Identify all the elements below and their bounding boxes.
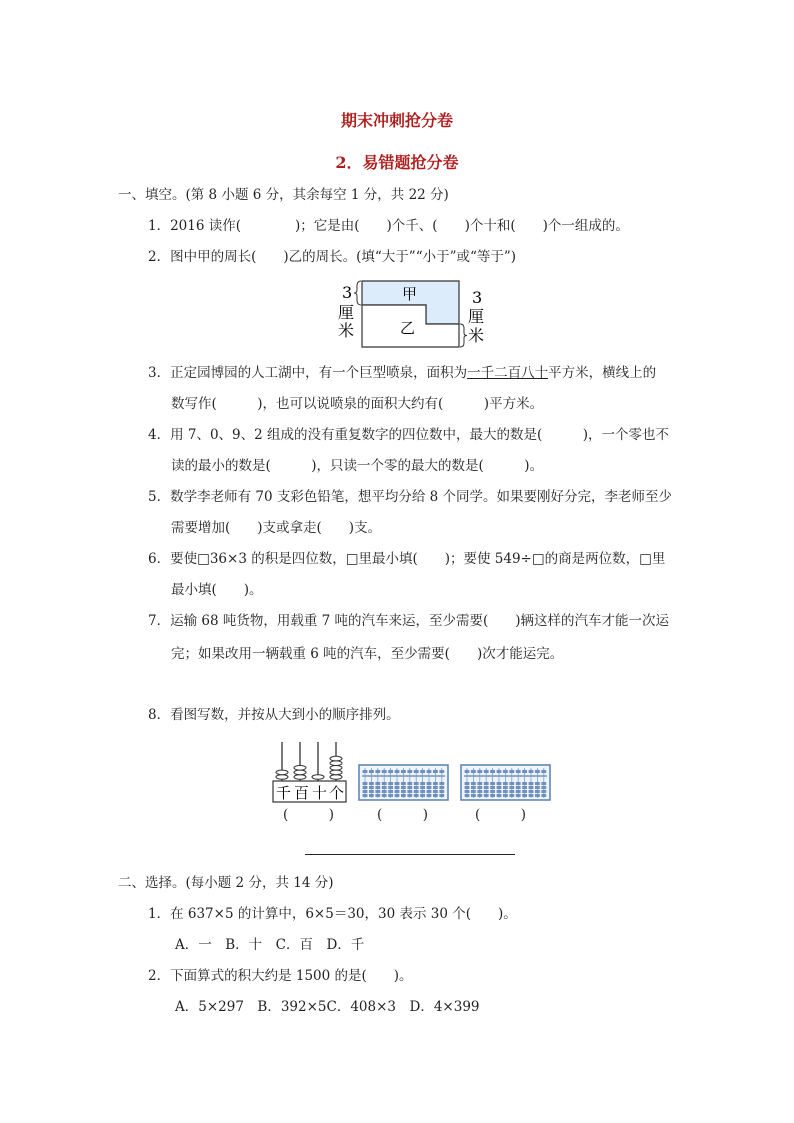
right-length-unit-1: 厘: [468, 307, 485, 326]
left-length-unit-2: 米: [338, 321, 355, 340]
frame-bead: [465, 770, 470, 773]
frame-bead: [509, 790, 514, 793]
frame-bead: [465, 790, 470, 793]
frame-bead: [395, 786, 400, 789]
question-4-line-1: 4．用 7、0、9、2 组成的没有重复数字的四位数中，最大的数是( )，一个零也不: [148, 427, 670, 443]
frame-bead: [420, 782, 425, 785]
frame-bead: [535, 782, 540, 785]
frame-bead: [497, 790, 502, 793]
question-4-line-2: 读的最小的数是( )，只读一个零的最大的数是( )。: [171, 458, 544, 474]
frame-bead: [516, 782, 521, 785]
right-length-unit-2: 米: [468, 326, 485, 345]
answer-blank-2: ( ): [377, 807, 429, 823]
frame-bead: [490, 770, 495, 773]
question-6-line-2: 最小填( )。: [171, 582, 263, 598]
right-brace: [460, 324, 467, 347]
frame-bead: [395, 794, 400, 797]
frame-bead: [529, 790, 534, 793]
frame-bead: [433, 794, 438, 797]
question-3-line-1: [148, 364, 656, 382]
choice-question-2-options: A．5×297 B．392×5C．408×3 D．4×399: [175, 999, 480, 1015]
frame-bead: [529, 786, 534, 789]
frame-bead: [363, 786, 368, 789]
abacus-bead: [330, 766, 342, 771]
frame-bead: [522, 786, 527, 789]
question-3-text-b: 平方米，横线上的: [548, 365, 657, 381]
frame-bead: [420, 770, 425, 773]
frame-bead: [375, 790, 380, 793]
frame-bead: [433, 786, 438, 789]
frame-bead: [414, 794, 419, 797]
frame-bead: [427, 782, 432, 785]
question-1: 1．2016 读作( )；它是由( )个千、( )个十和( )个一组成的。: [148, 218, 629, 234]
frame-bead: [490, 786, 495, 789]
frame-bead: [477, 794, 482, 797]
frame-bead: [471, 786, 476, 789]
frame-bead: [484, 794, 489, 797]
frame-bead: [407, 770, 412, 773]
frame-bead: [388, 782, 393, 785]
question-7-line-1: 7．运输 68 吨货物，用载重 7 吨的汽车来运，至少需要( )辆这样的汽车才能一次运: [148, 613, 670, 629]
frame-bead: [420, 786, 425, 789]
frame-bead: [535, 790, 540, 793]
frame-bead: [477, 770, 482, 773]
frame-bead: [439, 786, 444, 789]
abacus-bead: [276, 770, 288, 775]
frame-bead: [535, 770, 540, 773]
frame-bead: [363, 782, 368, 785]
frame-bead: [471, 782, 476, 785]
frame-bead: [382, 790, 387, 793]
frame-bead: [382, 782, 387, 785]
frame-bead: [375, 786, 380, 789]
frame-bead: [363, 794, 368, 797]
frame-bead: [490, 790, 495, 793]
right-length-number: 3: [472, 288, 483, 307]
frame-bead: [363, 770, 368, 773]
frame-bead: [414, 782, 419, 785]
frame-bead: [541, 790, 546, 793]
left-brace: [354, 281, 361, 305]
frame-bead: [516, 790, 521, 793]
frame-bead: [439, 790, 444, 793]
question-5-line-2: 需要增加( )支或拿走( )支。: [171, 520, 382, 536]
frame-bead: [541, 782, 546, 785]
frame-bead: [509, 794, 514, 797]
frame-bead: [541, 794, 546, 797]
frame-bead: [497, 770, 502, 773]
frame-bead: [509, 782, 514, 785]
frame-bead: [503, 770, 508, 773]
frame-bead: [407, 790, 412, 793]
frame-bead: [414, 770, 419, 773]
section1-heading: 一、填空。(第 8 小题 6 分，其余每空 1 分，共 22 分): [118, 187, 449, 203]
frame-bead: [465, 794, 470, 797]
frame-bead: [369, 794, 374, 797]
frame-bead: [503, 794, 508, 797]
question-2: 2．图中甲的周长( )乙的周长。(填“大于”“小于”或“等于”): [148, 249, 517, 265]
frame-bead: [414, 786, 419, 789]
question-7-line-2: 完；如果改用一辆载重 6 吨的汽车，至少需要( )次才能运完。: [171, 646, 564, 662]
choice-question-1: 1．在 637×5 的计算中，6×5＝30，30 表示 30 个( )。: [148, 906, 517, 922]
frame-bead: [420, 794, 425, 797]
frame-bead: [477, 790, 482, 793]
frame-bead: [439, 782, 444, 785]
frame-bead: [401, 782, 406, 785]
abacus-bead: [330, 775, 342, 780]
abacus-label-hundreds: 百: [294, 784, 310, 802]
abacus-bead: [276, 775, 288, 780]
frame-bead: [407, 794, 412, 797]
question-3-text-a: 3．正定园博园的人工湖中，有一个巨型喷泉，面积为: [148, 365, 468, 381]
frame-bead: [484, 786, 489, 789]
page-subtitle: 2．易错题抢分卷: [335, 153, 459, 172]
frame-bead: [509, 786, 514, 789]
question-3-line-2: 数写作( )，也可以说喷泉的面积大约有( )平方米。: [171, 396, 544, 412]
frame-bead: [477, 786, 482, 789]
frame-bead: [382, 786, 387, 789]
frame-bead: [420, 790, 425, 793]
frame-bead: [497, 782, 502, 785]
abacus-bead: [312, 775, 324, 780]
frame-bead: [465, 786, 470, 789]
frame-bead: [363, 790, 368, 793]
frame-bead: [529, 770, 534, 773]
frame-bead: [529, 782, 534, 785]
abacus-bead: [294, 770, 306, 775]
frame-bead: [382, 770, 387, 773]
frame-bead: [490, 794, 495, 797]
frame-bead: [503, 790, 508, 793]
frame-bead: [388, 790, 393, 793]
frame-bead: [369, 786, 374, 789]
frame-bead: [401, 786, 406, 789]
abacus-label-tens: 十: [312, 784, 328, 802]
frame-bead: [407, 782, 412, 785]
frame-bead: [388, 770, 393, 773]
frame-bead: [471, 770, 476, 773]
frame-bead: [395, 790, 400, 793]
frame-bead: [375, 782, 380, 785]
abacus-label-thousands: 千: [276, 784, 292, 802]
frame-bead: [490, 782, 495, 785]
answer-blank-1: ( ): [283, 807, 335, 823]
frame-bead: [522, 794, 527, 797]
ordering-answer-line: [305, 854, 515, 855]
question-6-line-1: 6．要使□36×3 的积是四位数，□里最小填( )；要使 549÷□的商是两位数，□里: [148, 551, 666, 567]
frame-bead: [407, 786, 412, 789]
frame-bead: [414, 790, 419, 793]
frame-bead: [439, 770, 444, 773]
frame-bead: [465, 782, 470, 785]
frame-bead: [375, 794, 380, 797]
frame-bead: [484, 790, 489, 793]
question-3-underlined-number: 一千二百八十: [467, 365, 549, 381]
frame-bead: [503, 782, 508, 785]
frame-bead: [497, 786, 502, 789]
frame-bead: [433, 782, 438, 785]
abacus-bead: [294, 775, 306, 780]
frame-bead: [433, 770, 438, 773]
frame-bead: [401, 770, 406, 773]
abacus-label-ones: 个: [329, 784, 345, 802]
frame-bead: [541, 770, 546, 773]
frame-bead: [388, 794, 393, 797]
abacus-bead: [294, 766, 306, 771]
choice-question-1-options: A．一 B．十 C．百 D．千: [175, 937, 365, 953]
frame-bead: [497, 794, 502, 797]
frame-bead: [401, 790, 406, 793]
perimeter-figure: [330, 278, 500, 352]
frame-bead: [516, 794, 521, 797]
frame-bead: [427, 770, 432, 773]
frame-bead: [427, 790, 432, 793]
left-length-number: 3: [342, 283, 353, 302]
frame-bead: [503, 786, 508, 789]
frame-bead: [369, 790, 374, 793]
frame-bead: [484, 782, 489, 785]
frame-bead: [439, 794, 444, 797]
choice-question-2: 2．下面算式的积大约是 1500 的是( )。: [148, 968, 413, 984]
frame-bead: [395, 782, 400, 785]
frame-bead: [477, 782, 482, 785]
frame-bead: [471, 790, 476, 793]
counting-frame-2: [460, 764, 552, 802]
frame-bead: [382, 794, 387, 797]
frame-bead: [516, 786, 521, 789]
frame-bead: [484, 770, 489, 773]
frame-bead: [369, 782, 374, 785]
frame-bead: [369, 770, 374, 773]
frame-bead: [541, 786, 546, 789]
frame-bead: [395, 770, 400, 773]
frame-bead: [509, 770, 514, 773]
label-yi: 乙: [400, 319, 416, 337]
frame-bead: [522, 790, 527, 793]
frame-bead: [522, 782, 527, 785]
frame-bead: [427, 794, 432, 797]
question-5-line-1: 5．数学李老师有 70 支彩色铅笔，想平均分给 8 个同学。如果要刚好分完，李老师至少: [148, 489, 673, 505]
frame-bead: [529, 794, 534, 797]
frame-bead: [375, 770, 380, 773]
page-title: 期末冲刺抢分卷: [340, 111, 453, 130]
frame-bead: [401, 794, 406, 797]
frame-bead: [522, 770, 527, 773]
abacus-bead: [330, 770, 342, 775]
left-length-unit-1: 厘: [338, 303, 355, 322]
frame-bead: [535, 794, 540, 797]
frame-bead: [516, 770, 521, 773]
answer-blank-3: ( ): [475, 807, 527, 823]
frame-bead: [433, 790, 438, 793]
frame-bead: [535, 786, 540, 789]
abacus-bead: [330, 761, 342, 766]
label-jia: 甲: [402, 285, 418, 303]
frame-bead: [388, 786, 393, 789]
abacus-figure: [272, 740, 348, 804]
question-8: 8．看图写数，并按从大到小的顺序排列。: [148, 707, 400, 723]
frame-bead: [471, 794, 476, 797]
section2-heading: 二、选择。(每小题 2 分，共 14 分): [118, 875, 334, 891]
abacus-bead: [330, 756, 342, 761]
frame-bead: [427, 786, 432, 789]
counting-frame-1: [358, 764, 450, 802]
